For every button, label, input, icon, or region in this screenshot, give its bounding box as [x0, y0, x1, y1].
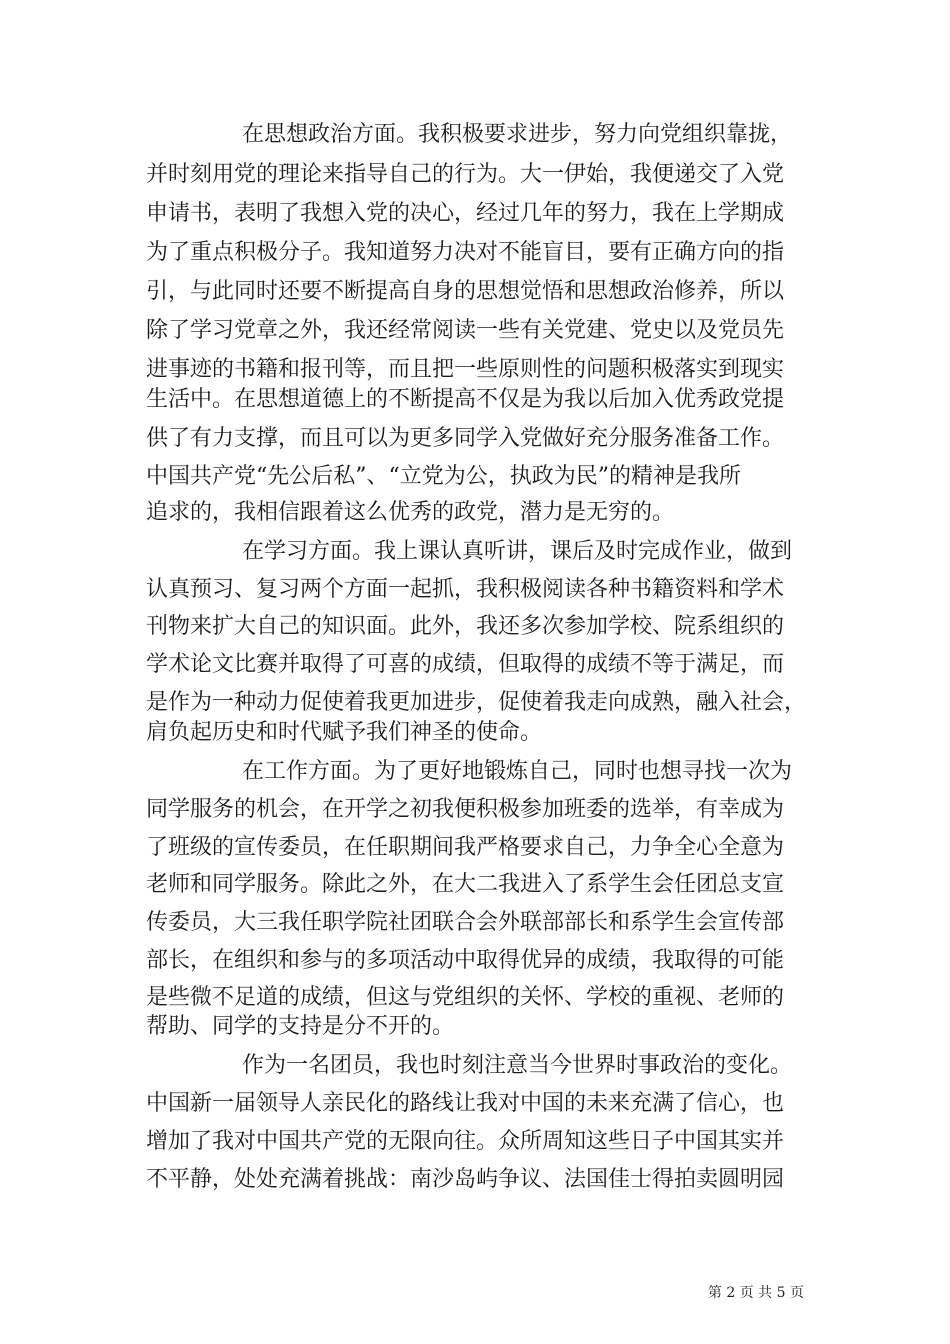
text-line: 是作为一种动力促使着我更加进步，促使着我走向成熟，融入社会，	[146, 690, 807, 715]
text-line: 认真预习、复习两个方面一起抓，我积极阅读各种书籍资料和学术	[146, 577, 785, 602]
text-line: 引，与此同时还要不断提高自身的思想觉悟和思想政治修养，所以	[146, 279, 785, 304]
text-line: 中国新一届领导人亲民化的路线让我对中国的未来充满了信心，也	[146, 1091, 785, 1116]
text-line: 同学服务的机会，在开学之初我便积极参加班委的选举，有幸成为	[146, 797, 785, 822]
text-line: 在思想政治方面。我积极要求进步，努力向党组织靠拢，	[242, 122, 793, 147]
text-line: 进事迹的书籍和报刊等，而且把一些原则性的问题积极落实到现实	[146, 357, 785, 382]
text-line: 除了学习党章之外，我还经常阅读一些有关党建、党史以及党员先	[146, 318, 785, 343]
text-line: 不平静，处处充满着挑战：南沙岛屿争议、法国佳士得拍卖圆明园	[146, 1167, 785, 1192]
text-line: 传委员，大三我任职学院社团联合会外联部部长和系学生会宣传部	[146, 910, 785, 935]
text-line: 在学习方面。我上课认真听讲，课后及时完成作业，做到	[242, 539, 793, 564]
text-line: 老师和同学服务。除此之外，在大二我进入了系学生会任团总支宣	[146, 872, 785, 897]
text-line: 了班级的宣传委员，在任职期间我严格要求自己，力争全心全意为	[146, 835, 785, 860]
text-line: 追求的，我相信跟着这么优秀的政党，潜力是无穷的。	[146, 500, 675, 525]
text-line: 肩负起历史和时代赋予我们神圣的使命。	[146, 720, 543, 745]
text-line: 学术论文比赛并取得了可喜的成绩，但取得的成绩不等于满足，而	[146, 652, 785, 677]
text-line: 在工作方面。为了更好地锻炼自己，同时也想寻找一次为	[242, 759, 793, 784]
text-line: 刊物来扩大自己的知识面。此外，我还多次参加学校、院系组织的	[146, 614, 785, 639]
text-line: 中国共产党“先公后私”、“立党为公，执政为民”的精神是我所	[146, 464, 741, 489]
text-line: 供了有力支撑，而且可以为更多同学入党做好充分服务准备工作。	[146, 426, 785, 451]
text-line: 部长，在组织和参与的多项活动中取得优异的成绩，我取得的可能	[146, 948, 785, 973]
text-line: 申请书，表明了我想入党的决心，经过几年的努力，我在上学期成	[146, 201, 785, 226]
text-line: 作为一名团员，我也时刻注意当今世界时事政治的变化。	[242, 1053, 793, 1078]
text-line: 增加了我对中国共产党的无限向往。众所周知这些日子中国其实并	[146, 1129, 785, 1154]
page-number-footer: 第 2 页 共 5 页	[707, 1285, 804, 1301]
text-line: 并时刻用党的理论来指导自己的行为。大一伊始，我便递交了入党	[146, 162, 785, 187]
text-line: 帮助、同学的支持是分不开的。	[146, 1014, 455, 1039]
text-line: 生活中。在思想道德上的不断提高不仅是为我以后加入优秀政党提	[146, 387, 785, 412]
text-line: 是些微不足道的成绩，但这与党组织的关怀、学校的重视、老师的	[146, 985, 785, 1010]
text-line: 为了重点积极分子。我知道努力决对不能盲目，要有正确方向的指	[146, 240, 785, 265]
